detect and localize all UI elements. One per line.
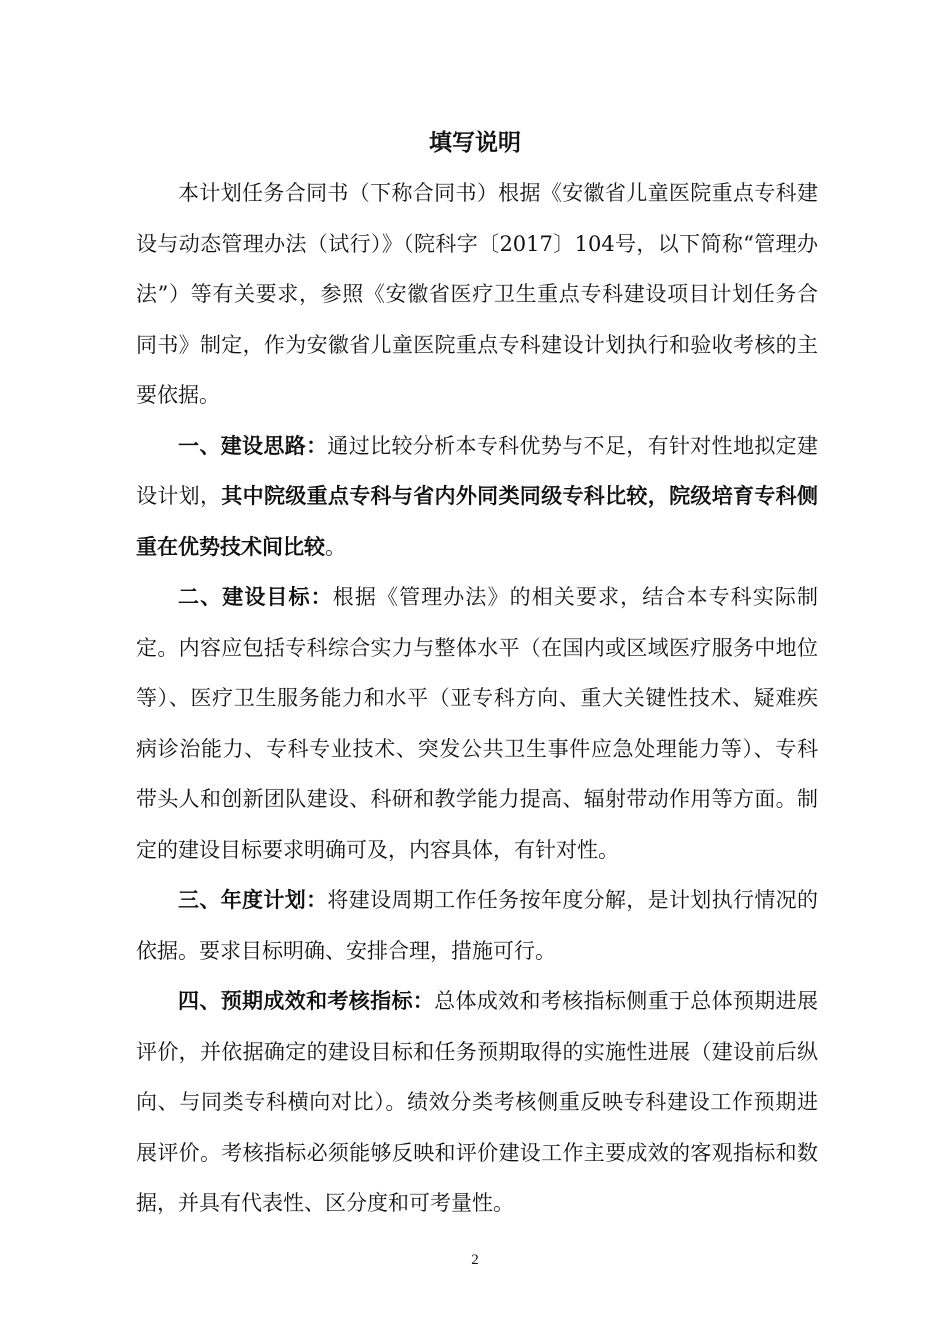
intro-paragraph: 本计划任务合同书（下称合同书）根据《安徽省儿童医院重点专科建设与动态管理办法（试行）》（院科字〔2017〕104号，以下简称“管理办法”）等有关要求，参照《安徽省医疗卫生重点专科建设项目计划任务合同书》制定，作为安徽省儿童医院重点专科建设计划执行和验收考核的主要依据。 [136, 181, 818, 407]
section-2-text: 根据《管理办法》的相关要求，结合本专科实际制定。内容应包括专科综合实力与整体水平（在国内或区域医疗服务中地位等）、医疗卫生服务能力和水平（亚专科方向、重大关键性技术、疑难疾病诊治能力、专科专业技术、突发公共卫生事件应急处理能力等）、专科带头人和创新团队建设、科研和教学能力提高、辐射带动作用等方面。制定的建设目标要求明确可及，内容具体，有针对性。 [136, 585, 818, 862]
section-4-heading: 四、预期成效和考核指标： [178, 988, 435, 1013]
section-2-paragraph [136, 572, 818, 875]
document-body [136, 168, 818, 1229]
section-1-end: 。 [325, 534, 346, 559]
section-1-paragraph [136, 421, 818, 573]
section-3-text: 将建设周期工作任务按年度分解，是计划执行情况的依据。要求目标明确、安排合理，措施可行。 [136, 888, 819, 963]
page-title: 填写说明 [429, 130, 521, 156]
section-2-heading: 二、建设目标： [178, 584, 333, 609]
section-3-paragraph [136, 875, 818, 976]
page-number: 2 [471, 1252, 479, 1268]
section-4-paragraph [136, 976, 818, 1229]
section-1-heading: 一、建设思路： [178, 432, 328, 458]
section-1-text: 通过比较分析本专科优势与不足，有针对性地拟定建设计划， [136, 433, 819, 508]
section-4-text: 总体成效和考核指标侧重于总体预期进展评价，并依据确定的建设目标和任务预期取得的实施性进展（建设前后纵向、与同类专科横向对比）。绩效分类考核侧重反映专科建设工作预期进展评价。考核指标必须能够反映和评价建设工作主要成效的客观指标和数据，并具有代表性、区分度和可考量性。 [136, 989, 819, 1215]
section-3-heading: 三、年度计划： [178, 887, 328, 912]
section-1-bold-text: 其中院级重点专科与省内外同类同级专科比较，院级培育专科侧重在优势技术间比较 [136, 483, 819, 559]
